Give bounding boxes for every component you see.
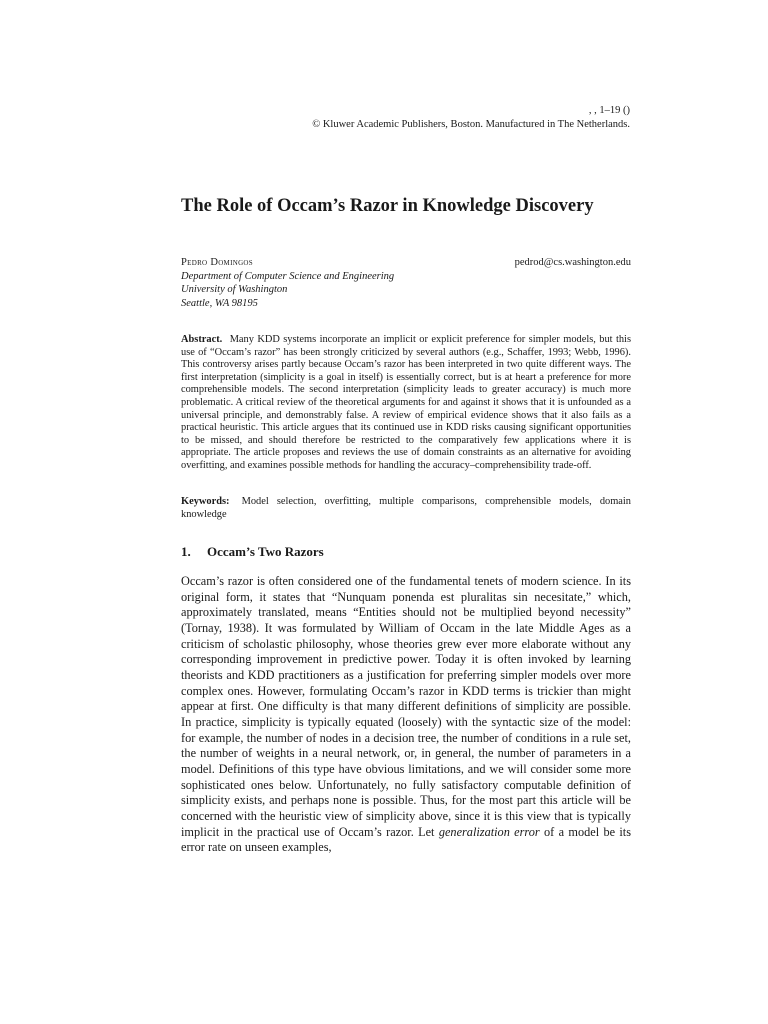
author-email: pedrod@cs.washington.edu bbox=[514, 257, 631, 268]
section-heading bbox=[181, 544, 324, 560]
keywords bbox=[181, 496, 631, 521]
abstract bbox=[181, 334, 631, 473]
author-block bbox=[181, 256, 631, 310]
author-city: Seattle, WA 98195 bbox=[181, 297, 258, 309]
body-text-tail: of a model be its error rate on unseen examples, bbox=[181, 824, 632, 855]
keywords-label: Keywords: bbox=[181, 496, 230, 507]
body-emphasis: generalization error bbox=[438, 824, 540, 839]
body-text-main: Occam’s razor is often considered one of the fundamental tenets of modern science. In its original form, it states that “Nunquam ponenda est pluralitas sin necesitate,” which, approximately translated, means “Entities should not be multiplied beyond necessity” (Tornay, 1938). It was formulated by William of Occam in the late Middle Ages as a criticism of scholastic philosophy, whose theories grew ever more elaborate without any corresponding improvement in predictive power. Today it is often invoked by learning theorists and KDD practitioners as a justification for preferring simpler models over more complex ones. However, formulating Occam’s razor in KDD terms is trickier than might appear at first. One difficulty is that many different definitions of simplicity are possible. In practice, simplicity is typically equated (loosely) with the syntactic size of the model: for example, the number of nodes in a decision tree, the number of conditions in a rule set, the number of weights in a neural network, or, in general, the number of parameters in a model. Definitions of this type have obvious limitations, and we will consider some more sophisticated ones below. Unfortunately, no fully satisfactory computable definition of simplicity exists, and perhaps none is possible. Thus, for the most part this article will be concerned with the heuristic view of simplicity above, since it is this view that is typically implicit in the practical use of Occam’s razor. Let bbox=[181, 574, 631, 839]
copyright-line: © Kluwer Academic Publishers, Boston. Manufactured in The Netherlands. bbox=[312, 119, 630, 130]
section-number: 1. bbox=[181, 544, 191, 559]
abstract-label: Abstract. bbox=[181, 334, 223, 345]
author-university: University of Washington bbox=[181, 284, 288, 295]
publication-header bbox=[312, 104, 630, 132]
abstract-text: Many KDD systems incorporate an implicit or explicit preference for simpler models, but this use of “Occam’s razor” has been strongly criticized by several authors (e.g., Schaffer, 1993; Webb, 1996). This controversy arises partly because Occam’s razor has been interpreted in two quite different ways. The first interpretation (simplicity is a goal in itself) is essentially correct, but is at heart a preference for more comprehensible models. The second interpretation (simplicity leads to greater accuracy) is much more problematic. A critical review of the theoretical arguments for and against it shows that it is unfounded as a universal principle, and demonstrably false. A review of empirical evidence shows that it also fails as a practical heuristic. This article argues that its continued use in KDD risks causing significant opportunities to be missed, and should therefore be restricted to the comparatively few applications where it is appropriate. The article proposes and reviews the use of domain constraints as an alternative for avoiding overfitting, and examines possible methods for handling the accuracy–comprehensibility trade-off. bbox=[181, 334, 631, 471]
page-range: , , 1–19 () bbox=[588, 105, 630, 116]
section-title: Occam’s Two Razors bbox=[207, 544, 324, 559]
keywords-text: Model selection, overfitting, multiple comparisons, comprehensible models, domain knowledge bbox=[181, 496, 631, 520]
body-paragraph bbox=[181, 574, 631, 856]
author-department: Department of Computer Science and Engineering bbox=[181, 270, 395, 282]
paper-title: The Role of Occam’s Razor in Knowledge Discovery bbox=[181, 196, 594, 216]
author-name: Pedro Domingos bbox=[181, 257, 253, 268]
